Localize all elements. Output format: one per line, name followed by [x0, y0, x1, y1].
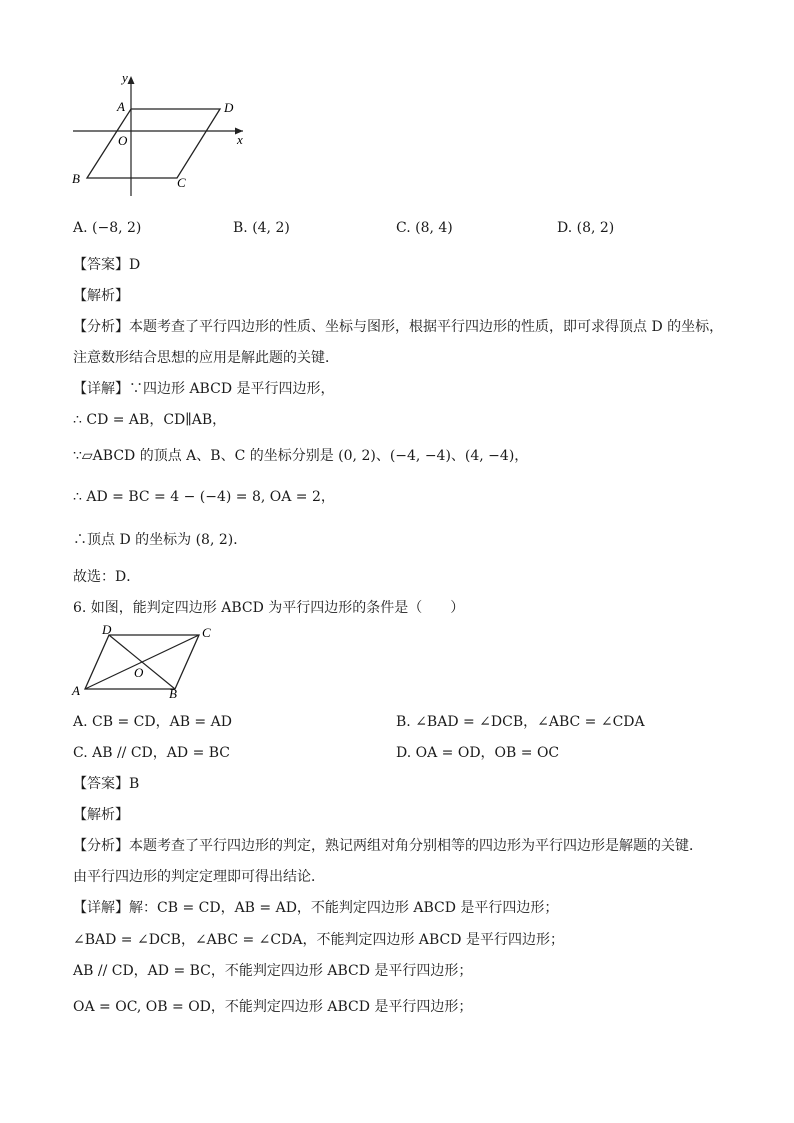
label-d: D: [224, 100, 234, 115]
q6-option-b[interactable]: B. ∠BAD = ∠DCB，∠ABC = ∠CDA: [396, 714, 645, 730]
q5-option-a[interactable]: A. (−8, 2): [73, 220, 142, 236]
label-c: C: [177, 175, 186, 190]
diagonal-bd: [109, 635, 175, 689]
label-c2: C: [202, 625, 211, 640]
q5-detail-line-5: ∴顶点 D 的坐标为 (8, 2)．: [73, 532, 248, 548]
parallelogram-figure: [65, 622, 225, 702]
q6-analysis-text: 【分析】本题考查了平行四边形的判定，熟记两组对角分别相等的四边形为平行四边形是解题的关键．: [73, 838, 703, 854]
label-d2: D: [102, 622, 112, 637]
q6-question: 6. 如图，能判定四边形 ABCD 为平行四边形的条件是（ ）: [73, 600, 465, 616]
q5-option-c[interactable]: C. (8, 4): [396, 220, 453, 236]
q5-analysis-heading: 【解析】: [73, 288, 129, 304]
q6-option-a[interactable]: A. CB = CD，AB = AD: [73, 714, 232, 730]
label-b2: B: [169, 686, 177, 701]
q6-detail-line-4: OA = OC, OB = OD，不能判定四边形 ABCD 是平行四边形；: [73, 999, 473, 1015]
label-o2: O: [134, 665, 144, 680]
label-y: y: [122, 70, 128, 85]
q6-option-d[interactable]: D. OA = OD，OB = OC: [396, 745, 560, 761]
q6-answer: 【答案】B: [73, 776, 140, 792]
coordinate-figure: [60, 70, 260, 200]
label-a2: A: [72, 683, 80, 698]
parallelogram-abcd: [87, 109, 220, 178]
q5-analysis-text: 【分析】本题考查了平行四边形的性质、坐标与图形，根据平行四边形的性质，即可求得顶点 D 的坐标，: [73, 319, 724, 335]
q6-detail-line-2: ∠BAD = ∠DCB，∠ABC = ∠CDA，不能判定四边形 ABCD 是平行四边形；: [73, 932, 564, 948]
q6-detail-line-3: AB // CD，AD = BC，不能判定四边形 ABCD 是平行四边形；: [73, 963, 473, 979]
q5-detail-line-1: 【详解】∵四边形 ABCD 是平行四边形，: [73, 381, 335, 397]
q5-option-d[interactable]: D. (8, 2): [557, 220, 615, 236]
q5-detail-line-2: ∴ CD = AB，CD∥AB，: [73, 412, 227, 428]
q6-analysis-heading: 【解析】: [73, 807, 129, 823]
q5-detail-line-4: ∴ AD = BC = 4 − (−4) = 8, OA = 2，: [73, 489, 335, 505]
q6-option-c[interactable]: C. AB // CD，AD = BC: [73, 745, 231, 761]
q5-answer: 【答案】D: [73, 257, 141, 273]
label-o: O: [118, 133, 128, 148]
q6-detail-line-1: 【详解】解：CB = CD，AB = AD，不能判定四边形 ABCD 是平行四边形；: [73, 900, 559, 916]
q5-analysis-text-2: 注意数形结合思想的应用是解此题的关键．: [73, 350, 339, 366]
label-x: x: [237, 132, 243, 147]
label-a: A: [117, 99, 125, 114]
q6-analysis-text-2: 由平行四边形的判定定理即可得出结论．: [73, 869, 325, 885]
q5-detail-line-3: ∵▱ABCD 的顶点 A、B、C 的坐标分别是 (0, 2)、(−4, −4)、(4, −4)，: [73, 448, 529, 464]
q5-option-b[interactable]: B. (4, 2): [233, 220, 290, 236]
label-b: B: [72, 171, 80, 186]
y-axis-arrow-icon: [128, 76, 135, 84]
q5-choose: 故选：D．: [73, 569, 141, 585]
